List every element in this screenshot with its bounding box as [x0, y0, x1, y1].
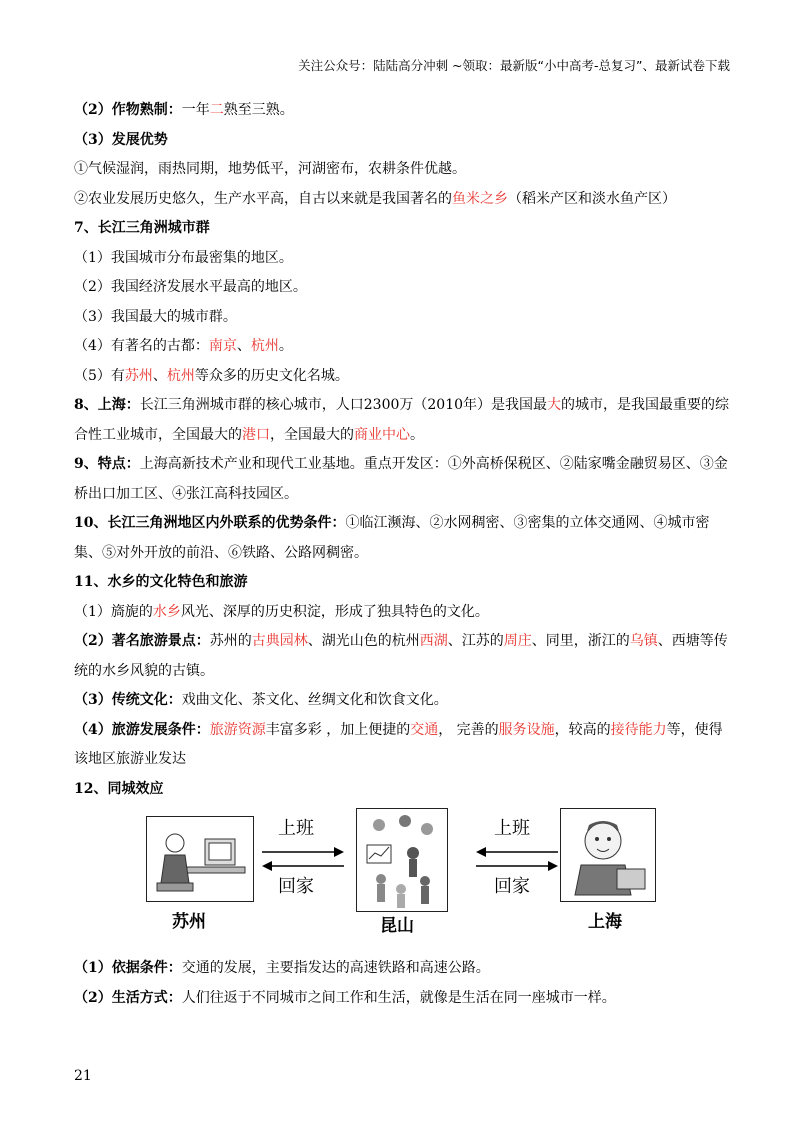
advantage-line-1: ①气候湿润，雨热同期，地势低平，河湖密布，农耕条件优越。	[74, 161, 466, 177]
highlight: 周庄	[503, 633, 532, 649]
list-item: （4）旅游发展条件：旅游资源丰富多彩 ，加上便捷的交通， 完善的服务设施，较高的接待能力等，使得该地区旅游业发达	[74, 721, 723, 767]
section-label: 9、特点：	[74, 456, 140, 472]
features-paragraph: 9、特点：上海高新技术产业和现代工业基地。重点开发区：①外高桥保税区、②陆家嘴金融贸易区、③金桥出口加工区、④张江高科技园区。	[74, 456, 728, 502]
section-label: （2）著名旅游景点：	[74, 633, 210, 649]
list-item: （2）生活方式：人们往返于不同城市之间工作和生活，就像是生活在同一座城市一样。	[74, 989, 616, 1006]
advantage-line-2: ②农业发展历史悠久，生产水平高，自古以来就是我国著名的鱼米之乡（稻米产区和淡水鱼产区）	[74, 190, 676, 207]
highlight: 服务设施	[498, 721, 555, 738]
section-label: 10、长江三角洲地区内外联系的优势条件：	[74, 515, 346, 531]
highlight: 二	[209, 102, 224, 118]
section-heading-7: 7、长江三角洲城市群	[74, 220, 210, 236]
section-heading-11: 11、水乡的文化特色和旅游	[74, 574, 248, 590]
page-number: 21	[74, 1068, 92, 1084]
section-label: （1）依据条件：	[74, 960, 182, 976]
highlight: 鱼米之乡	[452, 190, 508, 207]
business-people-icon	[357, 809, 447, 911]
list-item: （4）有著名的古都：南京、杭州。	[74, 338, 293, 354]
section-label: （4）旅游发展条件：	[74, 721, 210, 738]
highlight: 乌镇	[629, 633, 658, 649]
go-work-label: 上班	[494, 818, 530, 839]
kunshan-business-illustration	[356, 808, 448, 912]
document-body	[74, 96, 734, 1013]
highlight: 交通	[410, 721, 439, 738]
list-item: （1）依据条件：交通的发展，主要指发达的高速铁路和高速公路。	[74, 960, 490, 976]
highlight: 大	[547, 397, 562, 413]
highlight: 苏州	[124, 367, 153, 384]
list-item: （3）我国最大的城市群。	[74, 308, 237, 325]
section-label: （3）传统文化：	[74, 692, 182, 708]
go-work-label: 上班	[278, 818, 314, 839]
list-item: （1）旖旎的水乡风光、深厚的历史积淀，形成了独具特色的文化。	[74, 603, 489, 620]
highlight: 港口	[242, 426, 270, 443]
highlight: 水乡	[152, 603, 181, 620]
list-item: （2）著名旅游景点：苏州的古典园林、湖光山色的杭州西湖、江苏的周庄、同里，浙江的乌镇、西塘等传统的水乡风貌的古镇。	[74, 633, 728, 679]
highlight: 接待能力	[610, 721, 667, 738]
section-heading: （3）发展优势	[74, 131, 168, 148]
list-item: （1）我国城市分布最密集的地区。	[74, 249, 293, 266]
section-heading-12: 12、同城效应	[74, 780, 164, 797]
list-item: （3）传统文化：戏曲文化、茶文化、丝绸文化和饮食文化。	[74, 692, 448, 708]
highlight: 商业中心	[354, 426, 410, 443]
advantages-paragraph: 10、长江三角洲地区内外联系的优势条件：①临江濒海、②水网稠密、③密集的立体交通网、④城市密集、⑤对外开放的前沿、⑥铁路、公路网稠密。	[74, 515, 710, 561]
laptop-worker-icon	[561, 809, 655, 901]
shanghai-paragraph: 8、上海：长江三角洲城市群的核心城市，人口2300万（2010年）是我国最大的城市，是我国最重要的综合性工业城市，全国最大的港口，全国最大的商业中心。	[74, 397, 730, 443]
highlight: 南京	[208, 338, 237, 354]
section-label: 8、上海：	[74, 397, 140, 413]
page-header: 关注公众号：陆陆高分冲刺 ~领取：最新版“小中高考-总复习”、最新试卷下载	[298, 58, 730, 73]
list-item: （5）有苏州、杭州等众多的历史文化名城。	[74, 367, 349, 384]
section-label: （2）作物熟制：	[74, 102, 182, 118]
highlight: 古典园林	[251, 633, 308, 649]
arrow-right-icon	[474, 860, 560, 872]
highlight: 杭州	[166, 367, 195, 384]
go-home-label: 回家	[494, 876, 530, 897]
shanghai-worker-illustration	[560, 808, 656, 902]
commute-figure	[74, 808, 734, 948]
crop-ripening-line: （2）作物熟制：一年二熟至三熟。	[74, 102, 294, 118]
highlight: 杭州	[250, 338, 279, 354]
city-label-kunshan: 昆山	[380, 916, 414, 936]
list-item: （2）我国经济发展水平最高的地区。	[74, 279, 307, 295]
arrow-right-icon	[260, 846, 346, 858]
highlight: 西湖	[419, 633, 448, 649]
section-label: （2）生活方式：	[74, 989, 182, 1006]
arrow-left-icon	[474, 846, 560, 858]
suzhou-office-illustration	[146, 816, 254, 902]
city-label-shanghai: 上海	[588, 912, 622, 932]
arrow-left-icon	[260, 860, 346, 872]
go-home-label: 回家	[278, 876, 314, 897]
city-label-suzhou: 苏州	[172, 912, 206, 932]
highlight: 旅游资源	[209, 721, 266, 738]
office-worker-icon	[147, 817, 253, 901]
